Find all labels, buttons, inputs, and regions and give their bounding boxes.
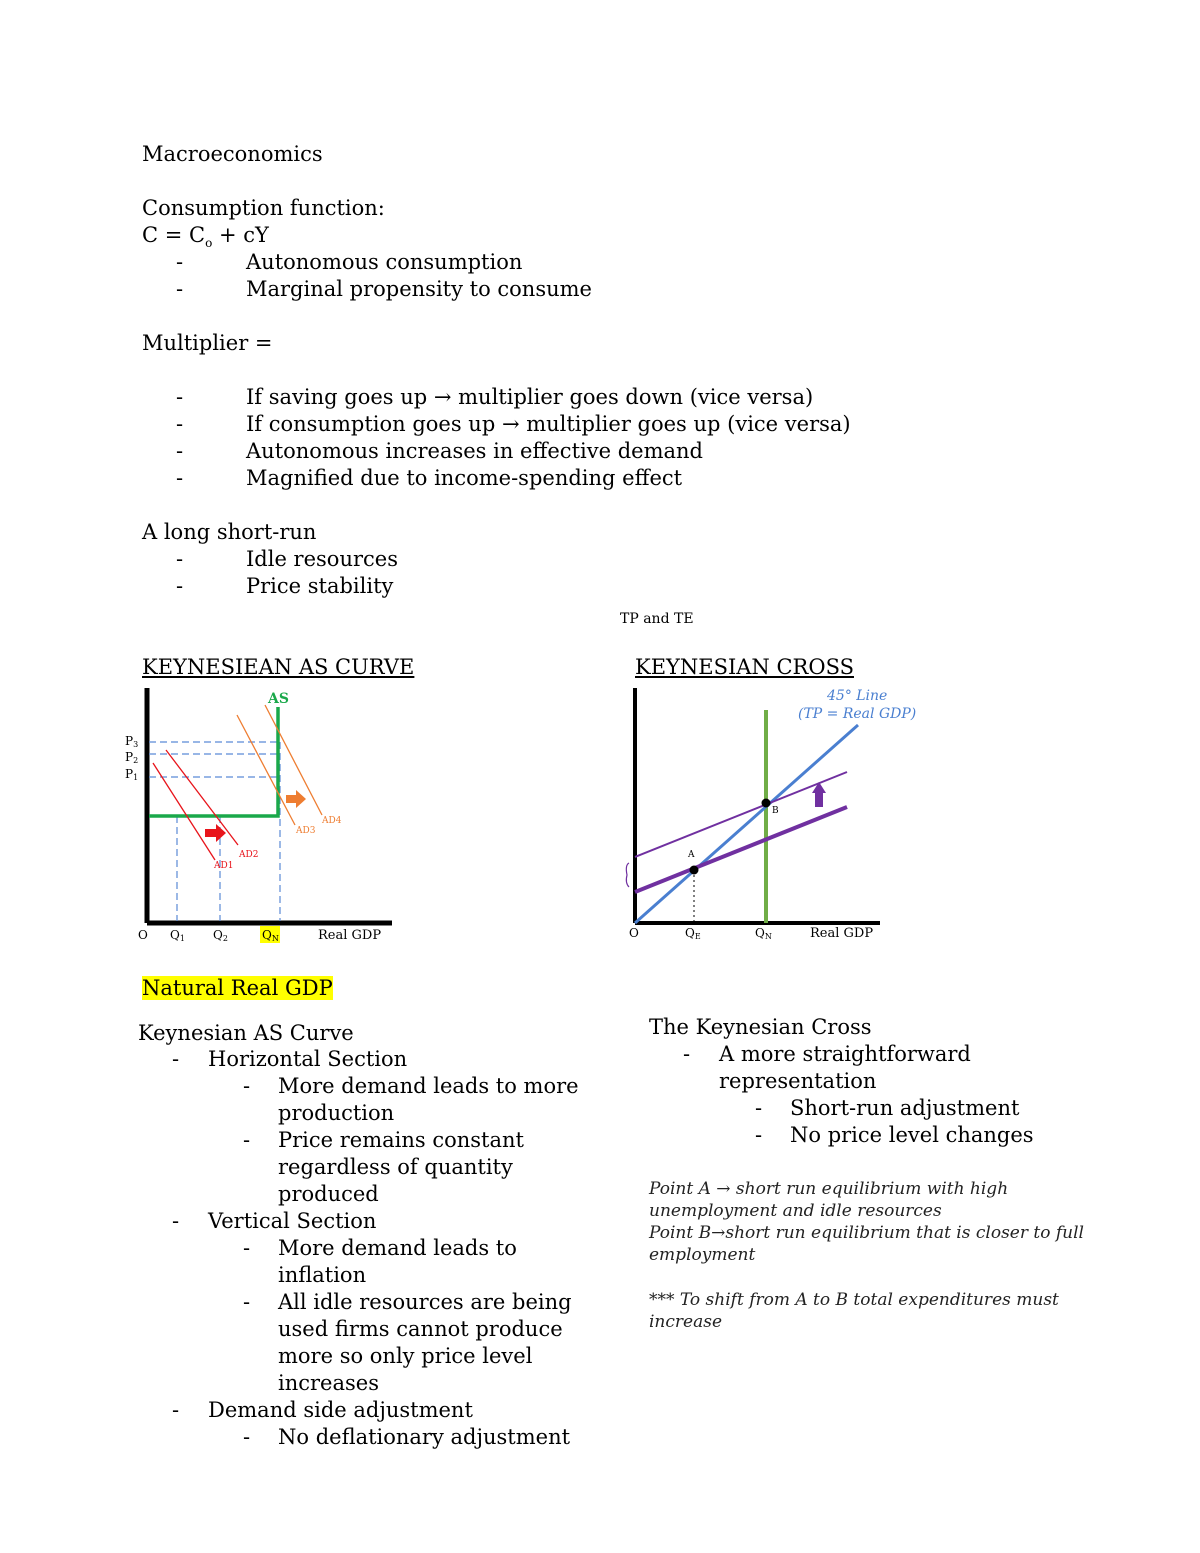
- q2-label: Q2: [213, 928, 228, 943]
- origin-label: O: [629, 926, 639, 940]
- real-gdp-label: Real GDP: [810, 926, 874, 941]
- right-arrow-icon: [286, 790, 306, 808]
- list-item: - Short-run adjustment: [755, 1096, 1020, 1120]
- list-item: - Autonomous increases in effective demand: [176, 439, 703, 463]
- consumption-heading: Consumption function:: [142, 196, 385, 220]
- list-item: - A more straightforward: [683, 1042, 971, 1066]
- up-arrow-icon: [812, 782, 826, 793]
- list-item-continued: produced: [278, 1182, 379, 1206]
- as-chart-heading: KEYNESIEAN AS CURVE: [142, 655, 415, 679]
- list-item-continued: more so only price level: [278, 1344, 533, 1368]
- p1-label: P1: [125, 767, 139, 782]
- line-45-sublabel: (TP = Real GDP): [798, 706, 917, 722]
- qn-label: QN: [262, 928, 279, 943]
- point-a-label: A: [688, 850, 695, 860]
- keynesian-as-chart: [110, 685, 410, 950]
- line-45-label: 45° Line: [827, 688, 888, 704]
- list-item: - If consumption goes up → multiplier goes up (vice versa): [176, 412, 851, 436]
- keynesian-cross-chart: [615, 685, 917, 950]
- point-a-note: Point A → short run equilibrium with high unemployment and idle resources: [649, 1179, 1009, 1221]
- ad4-label: AD4: [322, 816, 342, 826]
- list-item: - Marginal propensity to consume: [176, 277, 592, 301]
- right-arrow-icon: [205, 824, 226, 842]
- keynesian-as-heading: Keynesian AS Curve: [138, 1021, 354, 1045]
- list-item-continued: increases: [278, 1371, 379, 1395]
- point-b: [762, 799, 771, 808]
- p3-label: P3: [125, 734, 139, 749]
- ad2-label: AD2: [239, 850, 259, 860]
- list-item: - Price remains constant: [243, 1128, 524, 1152]
- ad1-label: AD1: [214, 861, 234, 871]
- natural-real-gdp: Natural Real GDP: [142, 976, 333, 1000]
- as-label: AS: [268, 691, 289, 707]
- consumption-formula: $C = C_o$ + cY: [142, 223, 269, 251]
- qn-label: QN: [755, 926, 772, 941]
- p2-label: P2: [125, 750, 139, 765]
- shift-note: *** To shift from A to B total expenditures must increase: [649, 1290, 1059, 1332]
- line-45: [635, 725, 858, 923]
- list-item-continued: regardless of quantity: [278, 1155, 513, 1179]
- list-item: - No deflationary adjustment: [243, 1425, 571, 1449]
- list-item: - More demand leads to: [243, 1236, 517, 1260]
- list-item: - All idle resources are being: [243, 1290, 572, 1314]
- point-a: [690, 866, 699, 875]
- list-item: - Price stability: [176, 574, 394, 598]
- list-item: - No price level changes: [755, 1123, 1034, 1147]
- list-item: - If saving goes up → multiplier goes down (vice versa): [176, 385, 814, 409]
- list-item: - Horizontal Section: [172, 1047, 408, 1071]
- list-item: - Magnified due to income-spending effect: [176, 466, 683, 490]
- tp-te-label: TP and TE: [620, 611, 694, 627]
- list-item-continued: production: [278, 1101, 395, 1125]
- document-title: Macroeconomics: [142, 142, 323, 166]
- list-item-continued: inflation: [278, 1263, 367, 1287]
- keynesian-cross-heading: The Keynesian Cross: [649, 1015, 872, 1039]
- long-short-run-heading: A long short-run: [142, 520, 317, 544]
- ad3-curve: [237, 715, 295, 825]
- list-item: - Demand side adjustment: [172, 1398, 473, 1422]
- list-item: - Autonomous consumption: [176, 250, 523, 274]
- qe-label: QE: [685, 926, 701, 941]
- te-line-upper: [635, 772, 847, 857]
- up-arrow-icon: [815, 791, 823, 807]
- point-b-note: Point B→short run equilibrium that is closer to full employment: [649, 1223, 1084, 1265]
- list-item: - More demand leads to more: [243, 1074, 579, 1098]
- as-curve: [149, 707, 278, 816]
- list-item-continued: representation: [719, 1069, 877, 1093]
- multiplier-heading: Multiplier =: [142, 331, 273, 355]
- q1-label: Q1: [170, 928, 185, 943]
- cross-chart-heading: KEYNESIAN CROSS: [635, 655, 854, 679]
- real-gdp-label: Real GDP: [318, 928, 382, 943]
- list-item: - Idle resources: [176, 547, 398, 571]
- list-item: - Vertical Section: [172, 1209, 377, 1233]
- list-item-continued: used firms cannot produce: [278, 1317, 563, 1341]
- origin-label: O: [138, 928, 148, 942]
- point-b-label: B: [772, 806, 779, 816]
- te-line-lower: [635, 807, 847, 892]
- shift-brace: [626, 863, 629, 887]
- ad3-label: AD3: [296, 826, 316, 836]
